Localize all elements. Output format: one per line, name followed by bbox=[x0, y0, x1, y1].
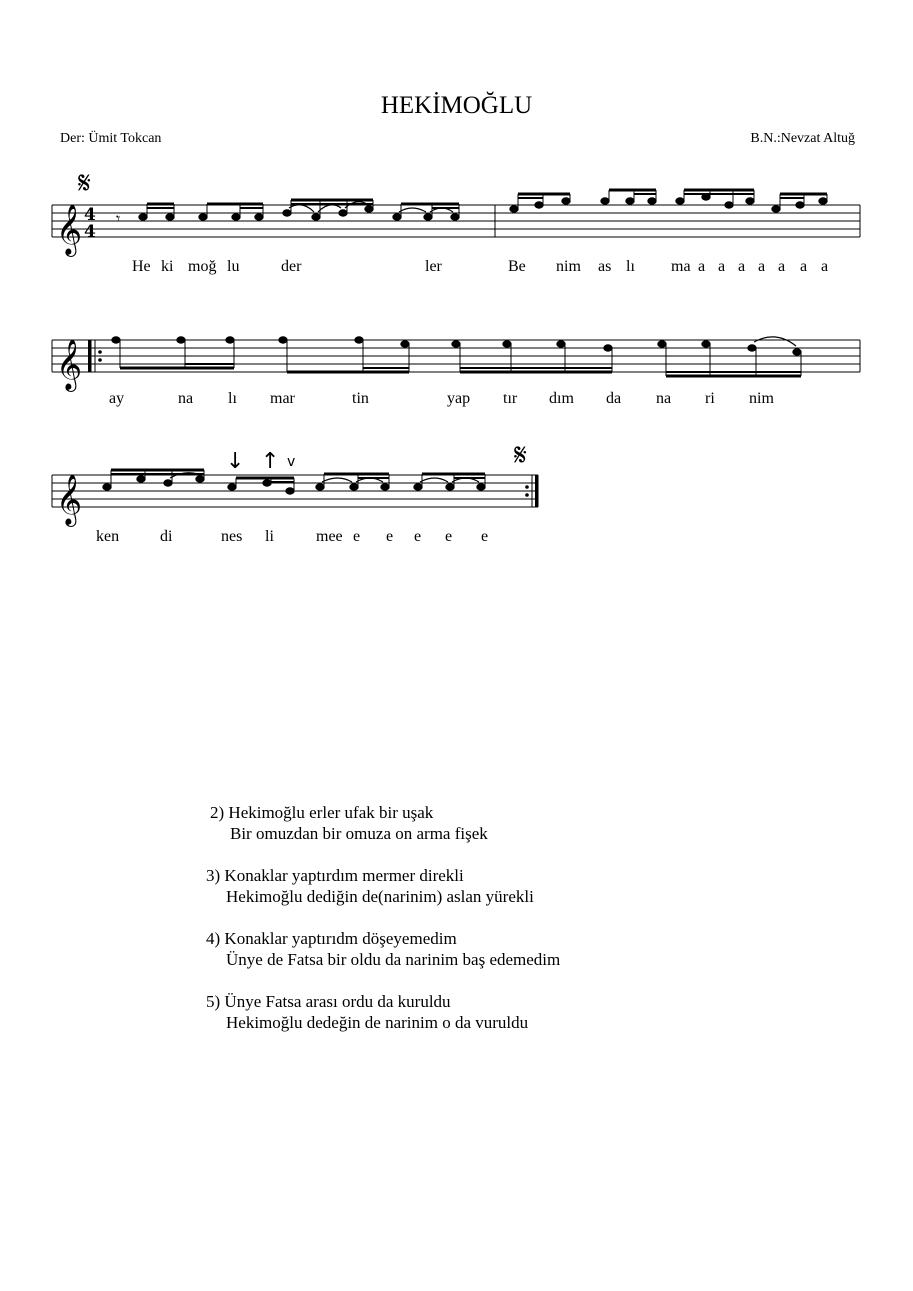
lyric-syllable: yap bbox=[447, 390, 471, 407]
segno-sign: 𝄋 bbox=[78, 166, 91, 201]
lyric-syllable: ri bbox=[705, 390, 715, 407]
rest-icon: 𝄾 bbox=[116, 209, 121, 228]
lyric-syllable: nim bbox=[556, 258, 581, 275]
lyric-syllable: a bbox=[698, 258, 706, 275]
lyric-syllable: di bbox=[160, 528, 173, 545]
treble-clef-icon: 𝄞 bbox=[56, 339, 83, 390]
lyric-syllable: lı bbox=[228, 390, 237, 407]
lyric-syllable: dım bbox=[549, 390, 574, 407]
segno-sign: 𝄋 bbox=[514, 440, 527, 473]
time-sig-top: 4 bbox=[84, 205, 96, 225]
staff-line-2 bbox=[0, 300, 913, 400]
song-title: HEKİMOĞLU bbox=[380, 92, 533, 119]
lyric-syllable: ler bbox=[425, 258, 442, 275]
lyric-syllable: ma bbox=[671, 258, 691, 275]
verse-line: Bir omuzdan bir omuza on arma fişek bbox=[230, 824, 488, 843]
verses-block bbox=[206, 802, 560, 1054]
verse-line: 5) Ünye Fatsa arası ordu da kuruldu bbox=[206, 992, 451, 1011]
verse-line: 2) Hekimoğlu erler ufak bir uşak bbox=[210, 803, 434, 822]
lyrics-line-1 bbox=[0, 258, 913, 278]
time-sig-bottom: 4 bbox=[84, 222, 96, 242]
transcriber-credit: B.N.:Nevzat Altuğ bbox=[750, 131, 855, 146]
lyric-syllable: na bbox=[656, 390, 672, 407]
lyric-syllable: e bbox=[353, 528, 361, 545]
lyric-syllable: a bbox=[718, 258, 726, 275]
lyric-syllable: He bbox=[132, 258, 151, 275]
verse-line: Hekimoğlu dediğin de(narinim) aslan yürekli bbox=[226, 887, 534, 906]
lyric-syllable: mar bbox=[270, 390, 295, 407]
accent-mark: v bbox=[287, 454, 296, 470]
treble-clef-icon: 𝄞 bbox=[56, 474, 83, 525]
lyrics-line-3 bbox=[0, 528, 913, 548]
lyric-syllable: ay bbox=[109, 390, 125, 407]
lyrics-line-2 bbox=[0, 390, 913, 410]
lyric-syllable: a bbox=[800, 258, 808, 275]
verse-line: 3) Konaklar yaptırdım mermer direkli bbox=[206, 866, 464, 885]
lyric-syllable: e bbox=[414, 528, 422, 545]
lyric-syllable: Be bbox=[508, 258, 526, 275]
down-bow-mark: ↓ bbox=[226, 449, 245, 474]
lyric-syllable: e bbox=[386, 528, 394, 545]
verse-4 bbox=[206, 928, 560, 970]
lyric-syllable: nes bbox=[221, 528, 243, 545]
lyric-syllable: mee bbox=[316, 528, 343, 545]
lyric-syllable: moğ bbox=[188, 258, 217, 275]
lyric-syllable: da bbox=[606, 390, 622, 407]
verse-2 bbox=[206, 802, 560, 844]
lyric-syllable: ki bbox=[161, 258, 174, 275]
verse-line: Hekimoğlu dedeğin de narinim o da vuruldu bbox=[226, 1013, 529, 1032]
treble-clef-icon: 𝄞 bbox=[56, 204, 83, 255]
up-bow-mark: ↑ bbox=[261, 449, 280, 474]
lyricist-credit: Der: Ümit Tokcan bbox=[60, 131, 162, 146]
lyric-syllable: nim bbox=[749, 390, 774, 407]
lyric-syllable: li bbox=[265, 528, 274, 545]
lyric-syllable: ken bbox=[96, 528, 120, 545]
verse-5 bbox=[206, 991, 560, 1033]
lyric-syllable: a bbox=[758, 258, 766, 275]
lyric-syllable: a bbox=[778, 258, 786, 275]
lyric-syllable: der bbox=[281, 258, 302, 275]
lyric-syllable: a bbox=[738, 258, 746, 275]
lyric-syllable: e bbox=[481, 528, 489, 545]
lyric-syllable: a bbox=[821, 258, 829, 275]
lyric-syllable: lu bbox=[227, 258, 240, 275]
verse-line: 4) Konaklar yaptırıdm döşeyemedim bbox=[206, 929, 457, 948]
staff-lines bbox=[52, 205, 860, 237]
lyric-syllable: tır bbox=[503, 390, 518, 407]
verse-line: Ünye de Fatsa bir oldu da narinim baş edemedim bbox=[226, 950, 561, 969]
verse-3 bbox=[206, 865, 560, 907]
lyric-syllable: lı bbox=[626, 258, 635, 275]
lyric-syllable: as bbox=[598, 258, 612, 275]
lyric-syllable: na bbox=[178, 390, 194, 407]
lyric-syllable: e bbox=[445, 528, 453, 545]
lyric-syllable: tin bbox=[352, 390, 369, 407]
